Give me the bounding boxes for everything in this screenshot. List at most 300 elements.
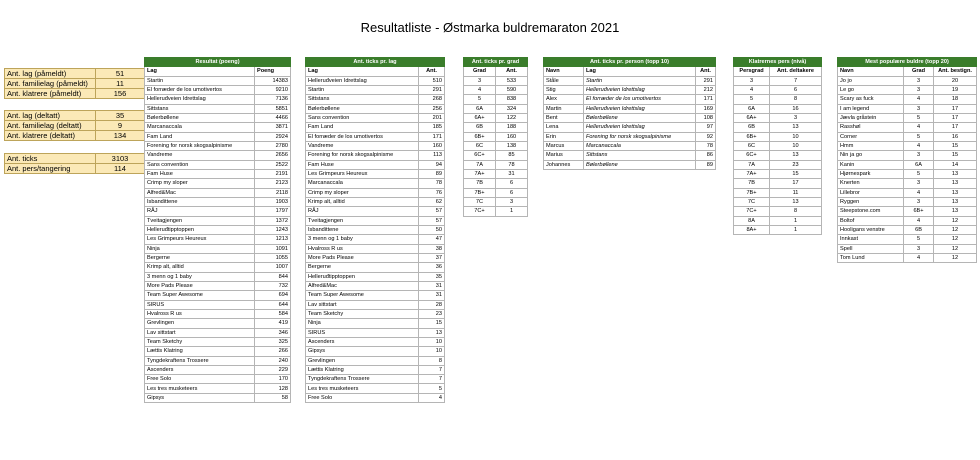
table-cell: 16 xyxy=(934,132,977,141)
table-row xyxy=(306,76,445,85)
table-row xyxy=(544,76,716,85)
table-cell: 12 xyxy=(934,225,977,234)
table-row xyxy=(838,95,977,104)
table-row xyxy=(145,365,291,374)
table-cell: 4 xyxy=(734,85,770,94)
table-cell: More Pads Please xyxy=(145,281,255,290)
table-cell: 4 xyxy=(904,123,934,132)
table-row xyxy=(306,365,445,374)
table-cell: 20 xyxy=(934,76,977,85)
table-row xyxy=(306,375,445,384)
table-cell: 3 xyxy=(904,151,934,160)
table-cell: 171 xyxy=(696,95,716,104)
table-row xyxy=(734,104,822,113)
table-cell: 732 xyxy=(255,281,291,290)
table-cell: Free Solo xyxy=(306,393,419,402)
table-row xyxy=(145,375,291,384)
table-cell: Sittstans xyxy=(584,151,696,160)
table-row xyxy=(544,104,716,113)
table-cell: 38 xyxy=(419,244,445,253)
table-cell: Lav sittstart xyxy=(306,300,419,309)
table-cell: Jævla gråstein xyxy=(838,113,904,122)
table-cell: Erin xyxy=(544,132,584,141)
table-cell: Team Super Awesome xyxy=(145,291,255,300)
table-cell: 6A xyxy=(734,104,770,113)
table-cell: 9210 xyxy=(255,85,291,94)
table-row xyxy=(544,151,716,160)
table-title: Ant. ticks pr. lag xyxy=(306,58,445,67)
table-cell: 7B xyxy=(464,179,496,188)
table-row xyxy=(838,235,977,244)
table-row xyxy=(734,207,822,216)
table-cell: 108 xyxy=(696,113,716,122)
table-cell: 212 xyxy=(696,85,716,94)
table-cell: 94 xyxy=(419,160,445,169)
table-cell: 10 xyxy=(419,337,445,346)
table-cell: 266 xyxy=(255,347,291,356)
table-cell: 17 xyxy=(934,113,977,122)
table-cell: Vandreme xyxy=(145,151,255,160)
table-cell: 2522 xyxy=(255,160,291,169)
table-cell: 7B+ xyxy=(734,188,770,197)
table-cell: 3 xyxy=(904,197,934,206)
table-row xyxy=(306,272,445,281)
column-header: Poeng xyxy=(255,67,291,76)
table-cell: 10 xyxy=(419,347,445,356)
table-cell: Corner xyxy=(838,132,904,141)
table-row xyxy=(306,151,445,160)
column-header: Persgrad xyxy=(734,67,770,76)
table-cell: 6A+ xyxy=(734,113,770,122)
table-cell: Fam Land xyxy=(145,132,255,141)
table-row xyxy=(734,123,822,132)
table-cell: 6B xyxy=(904,225,934,234)
table-cell: 4 xyxy=(464,85,496,94)
table-cell: 3 menn og 1 baby xyxy=(306,235,419,244)
table-cell: 694 xyxy=(255,291,291,300)
table-cell: Jo jo xyxy=(838,76,904,85)
table-cell: 85 xyxy=(496,151,528,160)
table-cell: 1213 xyxy=(255,235,291,244)
table-cell: 185 xyxy=(419,123,445,132)
table-cell: Rasshøl xyxy=(838,123,904,132)
table-cell: 12 xyxy=(934,253,977,262)
table-cell: Fam Huse xyxy=(306,160,419,169)
table-row xyxy=(306,179,445,188)
table-row xyxy=(306,337,445,346)
table-cell: 2191 xyxy=(255,169,291,178)
table-row xyxy=(306,300,445,309)
table-row xyxy=(306,225,445,234)
table-cell: Fam Huse xyxy=(145,169,255,178)
table-cell: 6B xyxy=(734,123,770,132)
table-cell: Martin xyxy=(544,104,584,113)
table-cell: Spell xyxy=(838,244,904,253)
table-cell: 325 xyxy=(255,337,291,346)
table-row xyxy=(734,216,822,225)
table-cell: 644 xyxy=(255,300,291,309)
table-row xyxy=(145,253,291,262)
table-cell: 17 xyxy=(934,104,977,113)
summary-row xyxy=(5,79,145,89)
table-row xyxy=(464,85,528,94)
table-cell: Lættis Klatring xyxy=(306,365,419,374)
table-row xyxy=(145,160,291,169)
column-header: Lag xyxy=(584,67,696,76)
table-cell: 346 xyxy=(255,328,291,337)
table-cell: 7B+ xyxy=(464,188,496,197)
table-cell: Ståle xyxy=(544,76,584,85)
table-cell: 16 xyxy=(770,104,822,113)
climbers-level-table xyxy=(733,57,822,235)
table-cell: Startin xyxy=(306,85,419,94)
table-cell: 89 xyxy=(419,169,445,178)
table-cell: Steepstone.com xyxy=(838,207,904,216)
table-cell: Alfred&Mac xyxy=(145,188,255,197)
table-row xyxy=(306,216,445,225)
table-cell: 1 xyxy=(770,216,822,225)
table-cell: 8 xyxy=(770,207,822,216)
table-cell: Tveitagjengen xyxy=(145,216,255,225)
summary-label: Ant. lag (deltatt) xyxy=(5,111,96,121)
table-cell: 57 xyxy=(419,216,445,225)
table-cell: Vandreme xyxy=(306,141,419,150)
table-cell: 15 xyxy=(934,141,977,150)
table-cell: 1243 xyxy=(255,225,291,234)
table-row xyxy=(145,216,291,225)
table-row xyxy=(838,113,977,122)
table-row xyxy=(734,76,822,85)
table-cell: 6C+ xyxy=(464,151,496,160)
summary-value: 134 xyxy=(96,131,145,141)
summary-label: Ant. klatrere (deltatt) xyxy=(5,131,96,141)
table-row xyxy=(145,309,291,318)
table-cell: 13 xyxy=(770,123,822,132)
table-cell: 37 xyxy=(419,253,445,262)
table-cell: 2924 xyxy=(255,132,291,141)
table-cell: Lillebror xyxy=(838,188,904,197)
table-cell: Tyngdekraftens Trossere xyxy=(145,356,255,365)
table-cell: Johannes xyxy=(544,160,584,169)
table-cell: Fam Land xyxy=(306,123,419,132)
table-cell: 86 xyxy=(696,151,716,160)
table-cell: 3 menn og 1 baby xyxy=(145,272,255,281)
table-row xyxy=(734,132,822,141)
table-cell: Les tres musketeers xyxy=(306,384,419,393)
table-row xyxy=(145,291,291,300)
table-cell: Forening for norsk skogsalpinisme xyxy=(584,132,696,141)
table-row xyxy=(306,113,445,122)
table-cell: Tveitagjengen xyxy=(306,216,419,225)
table-cell: Marcus xyxy=(544,141,584,150)
table-row xyxy=(838,160,977,169)
table-row xyxy=(306,384,445,393)
table-row xyxy=(145,207,291,216)
table-cell: 7C+ xyxy=(734,207,770,216)
table-row xyxy=(838,197,977,206)
table-cell: Nin ja go xyxy=(838,151,904,160)
table-cell: 3871 xyxy=(255,123,291,132)
table-row xyxy=(145,328,291,337)
table-cell: 3 xyxy=(464,76,496,85)
summary-row xyxy=(5,111,145,121)
table-cell: 5 xyxy=(904,132,934,141)
table-cell: 170 xyxy=(255,375,291,384)
table-cell: 1055 xyxy=(255,253,291,262)
table-row xyxy=(838,151,977,160)
table-cell: Bent xyxy=(544,113,584,122)
table-cell: 160 xyxy=(496,132,528,141)
column-header: Ant. bestign. xyxy=(934,67,977,76)
table-row xyxy=(734,151,822,160)
summary-row xyxy=(5,154,145,164)
table-cell: Stig xyxy=(544,85,584,94)
table-cell: 47 xyxy=(419,235,445,244)
table-cell: 15 xyxy=(770,169,822,178)
table-row xyxy=(145,225,291,234)
table-row xyxy=(306,132,445,141)
table-row xyxy=(464,141,528,150)
summary-value: 114 xyxy=(96,164,145,174)
table-row xyxy=(734,95,822,104)
table-row xyxy=(464,76,528,85)
table-title: Klatrernes pers (nivå) xyxy=(734,58,822,67)
summary-value: 51 xyxy=(96,69,145,79)
table-cell: 3 xyxy=(904,76,934,85)
table-cell: El forræder de los umotivertos xyxy=(145,85,255,94)
column-header: Ant. xyxy=(696,67,716,76)
summary-value: 11 xyxy=(96,79,145,89)
table-cell: Helleruđveien Idrettslag xyxy=(584,85,696,94)
table-row xyxy=(464,197,528,206)
table-cell: 28 xyxy=(419,300,445,309)
popular-boulders-table xyxy=(837,57,977,263)
table-cell: 6A xyxy=(464,104,496,113)
table-cell: Tom Lund xyxy=(838,253,904,262)
summary-row xyxy=(5,121,145,131)
table-cell: 1797 xyxy=(255,207,291,216)
table-row xyxy=(838,207,977,216)
table-cell: 13 xyxy=(419,328,445,337)
table-cell: 4 xyxy=(904,188,934,197)
column-header: Ant. xyxy=(419,67,445,76)
table-row xyxy=(145,104,291,113)
table-row xyxy=(464,160,528,169)
table-row xyxy=(145,85,291,94)
table-cell: Innkast xyxy=(838,235,904,244)
table-cell: 128 xyxy=(255,384,291,393)
table-cell: Forening for norsk skogsalpinisme xyxy=(145,141,255,150)
table-row xyxy=(145,132,291,141)
table-cell: More Pads Please xyxy=(306,253,419,262)
summary-row xyxy=(5,69,145,79)
table-cell: 6B+ xyxy=(734,132,770,141)
table-cell: Helleruđveien Idrettslag xyxy=(584,123,696,132)
table-cell: 113 xyxy=(419,151,445,160)
table-row xyxy=(306,281,445,290)
table-row xyxy=(464,207,528,216)
table-row xyxy=(306,309,445,318)
table-row xyxy=(734,169,822,178)
table-row xyxy=(544,85,716,94)
table-cell: Gipsys xyxy=(145,393,255,402)
table-row xyxy=(145,300,291,309)
table-row xyxy=(464,179,528,188)
table-row xyxy=(145,319,291,328)
table-row xyxy=(464,123,528,132)
table-cell: 4 xyxy=(904,141,934,150)
table-cell: Les Grimpeurs Heureux xyxy=(306,169,419,178)
table-cell: Forening for norsk skogsalpinisme xyxy=(306,151,419,160)
summary-value: 9 xyxy=(96,121,145,131)
table-cell: 97 xyxy=(696,123,716,132)
table-cell: 188 xyxy=(496,123,528,132)
table-cell: Knerten xyxy=(838,179,904,188)
summary-ticks xyxy=(4,153,145,174)
table-cell: 291 xyxy=(696,76,716,85)
table-cell: Boltof xyxy=(838,216,904,225)
summary-value: 35 xyxy=(96,111,145,121)
table-row xyxy=(145,151,291,160)
table-cell: Grevlingen xyxy=(306,356,419,365)
table-cell: 13 xyxy=(770,197,822,206)
table-cell: Isbandittene xyxy=(145,197,255,206)
table-cell: 5 xyxy=(419,384,445,393)
table-cell: SIRUS xyxy=(145,300,255,309)
table-cell: 5851 xyxy=(255,104,291,113)
table-row xyxy=(544,160,716,169)
table-cell: Alfred&Mac xyxy=(306,281,419,290)
table-cell: 122 xyxy=(496,113,528,122)
column-header: Grad xyxy=(904,67,934,76)
table-cell: 138 xyxy=(496,141,528,150)
table-cell: 31 xyxy=(419,291,445,300)
table-cell: Hjørnespark xyxy=(838,169,904,178)
table-row xyxy=(838,188,977,197)
table-cell: 5 xyxy=(464,95,496,104)
table-cell: Alex xyxy=(544,95,584,104)
table-row xyxy=(734,160,822,169)
table-row xyxy=(145,244,291,253)
table-cell: 584 xyxy=(255,309,291,318)
table-cell: 6B+ xyxy=(904,207,934,216)
table-cell: 4 xyxy=(419,393,445,402)
table-row xyxy=(306,85,445,94)
table-cell: Sans convention xyxy=(145,160,255,169)
table-cell: 8 xyxy=(419,356,445,365)
table-cell: 838 xyxy=(496,95,528,104)
table-row xyxy=(464,113,528,122)
table-row xyxy=(464,188,528,197)
column-header: Navn xyxy=(544,67,584,76)
table-cell: 510 xyxy=(419,76,445,85)
table-cell: 8 xyxy=(770,95,822,104)
table-cell: 18 xyxy=(934,95,977,104)
table-cell: 419 xyxy=(255,319,291,328)
table-cell: 7 xyxy=(419,365,445,374)
table-row xyxy=(145,337,291,346)
table-cell: Grevlingen xyxy=(145,319,255,328)
table-cell: 3 xyxy=(496,197,528,206)
table-cell: 4466 xyxy=(255,113,291,122)
summary-row xyxy=(5,89,145,99)
table-cell: 4 xyxy=(904,253,934,262)
table-cell: 62 xyxy=(419,197,445,206)
table-cell: 31 xyxy=(496,169,528,178)
table-cell: 15 xyxy=(934,151,977,160)
table-cell: 10 xyxy=(770,141,822,150)
table-row xyxy=(306,169,445,178)
table-cell: Ninja xyxy=(306,319,419,328)
table-row xyxy=(306,95,445,104)
table-row xyxy=(838,85,977,94)
table-cell: Team Sketchy xyxy=(145,337,255,346)
table-cell: El forræder de los umotivertos xyxy=(584,95,696,104)
table-row xyxy=(464,104,528,113)
table-cell: 169 xyxy=(696,104,716,113)
table-cell: Crimp my sloper xyxy=(306,188,419,197)
table-cell: Bølerbøllene xyxy=(306,104,419,113)
table-cell: Marcanaccala xyxy=(145,123,255,132)
table-cell: RÅJ xyxy=(145,207,255,216)
table-cell: Helleruđveien Idrettslag xyxy=(584,104,696,113)
table-cell: 1 xyxy=(496,207,528,216)
table-cell: Ascenders xyxy=(306,337,419,346)
table-cell: Ninja xyxy=(145,244,255,253)
table-title: Resultat (poeng) xyxy=(145,58,291,67)
table-cell: 3 xyxy=(770,113,822,122)
table-row xyxy=(306,328,445,337)
table-cell: 6A+ xyxy=(464,113,496,122)
table-row xyxy=(734,179,822,188)
table-row xyxy=(838,216,977,225)
table-cell: 13 xyxy=(934,169,977,178)
table-cell: Free Solo xyxy=(145,375,255,384)
table-row xyxy=(145,384,291,393)
column-header: Lag xyxy=(145,67,255,76)
result-points-table xyxy=(144,57,291,403)
table-cell: 5 xyxy=(734,95,770,104)
table-cell: 14383 xyxy=(255,76,291,85)
table-row xyxy=(306,253,445,262)
table-cell: 7B xyxy=(734,179,770,188)
table-row xyxy=(145,272,291,281)
table-cell: Sans convention xyxy=(306,113,419,122)
table-cell: 6 xyxy=(496,188,528,197)
table-row xyxy=(544,141,716,150)
table-row xyxy=(734,188,822,197)
table-cell: 12 xyxy=(934,235,977,244)
table-row xyxy=(544,132,716,141)
table-row xyxy=(145,123,291,132)
table-row xyxy=(734,225,822,234)
table-cell: Crimp my sloper xyxy=(145,179,255,188)
table-cell: 5 xyxy=(904,113,934,122)
table-cell: 229 xyxy=(255,365,291,374)
summary-label: Ant. familielag (deltatt) xyxy=(5,121,96,131)
table-row xyxy=(306,207,445,216)
table-cell: 3 xyxy=(904,85,934,94)
table-cell: 58 xyxy=(255,393,291,402)
table-row xyxy=(838,104,977,113)
table-row xyxy=(734,197,822,206)
table-row xyxy=(306,197,445,206)
table-cell: 4 xyxy=(904,216,934,225)
table-cell: 1 xyxy=(770,225,822,234)
table-cell: 50 xyxy=(419,225,445,234)
table-cell: Gipsys xyxy=(306,347,419,356)
table-cell: Sittstans xyxy=(306,95,419,104)
